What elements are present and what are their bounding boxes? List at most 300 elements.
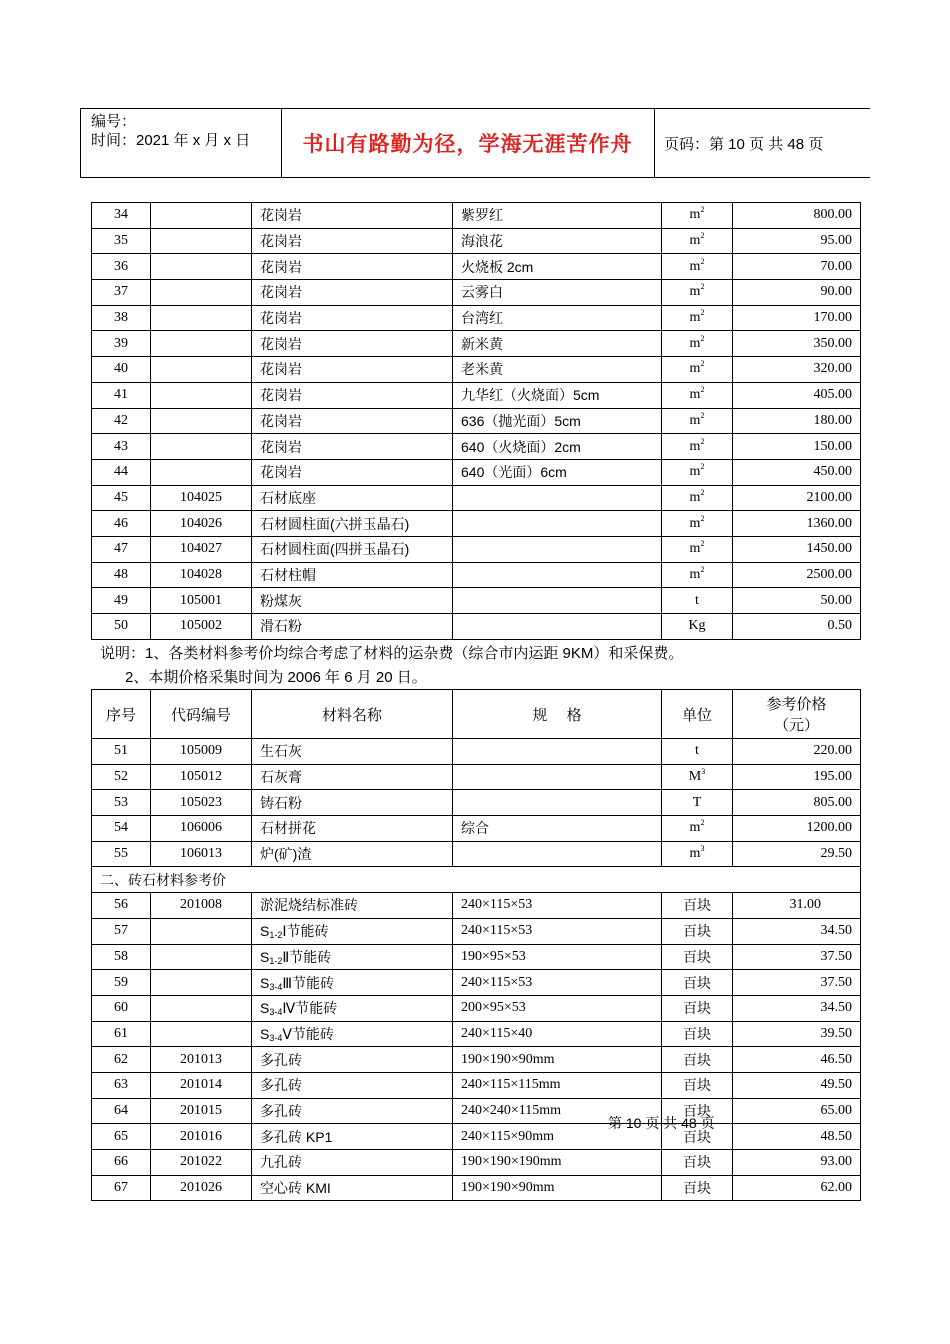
row-code: 105001 (151, 588, 252, 614)
row-spec: 云雾白 (453, 280, 662, 306)
row-number: 65 (92, 1124, 151, 1150)
unit-cell (662, 434, 733, 460)
unit-text: m (689, 515, 701, 531)
table-row (92, 816, 861, 842)
row-material-name: 花岗岩 (252, 357, 453, 383)
row-price: 50.00 (733, 588, 861, 614)
unit-cell: 百块 (662, 995, 733, 1021)
row-number: 43 (92, 434, 151, 460)
row-price: 1200.00 (733, 816, 861, 842)
unit-cell (662, 816, 733, 842)
row-price: 800.00 (733, 203, 861, 229)
row-code: 105012 (151, 764, 252, 790)
unit-cell: 百块 (662, 1124, 733, 1150)
row-number: 45 (92, 485, 151, 511)
row-number: 50 (92, 614, 151, 640)
note-line-1: 说明：1、各类材料参考价均综合考虑了材料的运杂费（综合市内运距 9KM）和采保费。 (100, 645, 684, 662)
row-price: 2100.00 (733, 485, 861, 511)
unit-text: m (689, 233, 701, 249)
unit-cell (662, 305, 733, 331)
number-label: 编号： (91, 113, 137, 130)
unit-text: m (689, 566, 701, 582)
row-number: 34 (92, 203, 151, 229)
row-price: 220.00 (733, 739, 861, 765)
table-row (92, 893, 861, 919)
unit-cell: 百块 (662, 1072, 733, 1098)
table-row (92, 408, 861, 434)
row-number: 42 (92, 408, 151, 434)
material-name-text: S (260, 1000, 270, 1017)
row-number: 61 (92, 1021, 151, 1047)
row-material-name (252, 1124, 453, 1150)
row-number: 59 (92, 970, 151, 996)
section-row (92, 867, 861, 893)
row-number: 36 (92, 254, 151, 280)
row-code (151, 280, 252, 306)
table-row (92, 1098, 861, 1124)
table-row (92, 790, 861, 816)
row-price: 90.00 (733, 280, 861, 306)
page-label: 页码：第 10 页 共 48 页 (664, 136, 824, 153)
page-footer: 第 10 页 共 48 页 (608, 1115, 715, 1131)
row-number: 56 (92, 893, 151, 919)
unit-cell (662, 790, 733, 816)
unit-text: m (689, 846, 701, 862)
row-number: 37 (92, 280, 151, 306)
material-name-text: 多孔砖 (260, 1102, 302, 1119)
row-spec: 240×115×53 (453, 970, 662, 996)
unit-exponent: 2 (700, 385, 705, 395)
table-header-row (92, 690, 861, 739)
material-name-text: 九孔砖 (260, 1154, 302, 1171)
row-price: 48.50 (733, 1124, 861, 1150)
unit-cell: 百块 (662, 1175, 733, 1201)
unit-exponent: 2 (700, 282, 705, 292)
unit-cell (662, 357, 733, 383)
unit-cell (662, 764, 733, 790)
material-name-suffix: Ⅲ节能砖 (282, 974, 335, 991)
unit-text: t (695, 743, 699, 759)
row-code: 104025 (151, 485, 252, 511)
row-price: 350.00 (733, 331, 861, 357)
table-row (92, 944, 861, 970)
unit-exponent: 2 (700, 539, 705, 549)
row-number: 39 (92, 331, 151, 357)
row-spec (453, 739, 662, 765)
row-price: 70.00 (733, 254, 861, 280)
row-number: 67 (92, 1175, 151, 1201)
row-code: 104026 (151, 511, 252, 537)
row-material-name: 滑石粉 (252, 614, 453, 640)
row-price: 1450.00 (733, 536, 861, 562)
unit-cell (662, 841, 733, 867)
row-spec: 火烧板 2cm (453, 254, 662, 280)
row-price: 37.50 (733, 970, 861, 996)
material-name-suffix: Ⅳ节能砖 (282, 1000, 338, 1017)
row-material-name: 粉煤灰 (252, 588, 453, 614)
unit-cell: 百块 (662, 1021, 733, 1047)
unit-text: m (689, 387, 701, 403)
row-spec: 240×115×53 (453, 918, 662, 944)
material-name-text: 多孔砖 (260, 1051, 302, 1068)
table-row (92, 614, 861, 640)
price-table-2 (91, 689, 861, 1201)
row-spec: 640（光面）6cm (453, 459, 662, 485)
unit-exponent: 3 (701, 767, 706, 777)
row-spec: 新米黄 (453, 331, 662, 357)
unit-exponent: 2 (700, 256, 705, 266)
header-price-line2: （元） (773, 717, 819, 734)
row-spec (453, 485, 662, 511)
row-number: 49 (92, 588, 151, 614)
row-price: 405.00 (733, 382, 861, 408)
table-row (92, 841, 861, 867)
row-price: 34.50 (733, 995, 861, 1021)
table-row (92, 228, 861, 254)
unit-cell: 百块 (662, 918, 733, 944)
unit-cell (662, 588, 733, 614)
row-code: 105009 (151, 739, 252, 765)
header-motto-cell (281, 109, 655, 177)
row-material-name: 花岗岩 (252, 382, 453, 408)
price-table-1-body (92, 203, 861, 640)
row-material-name: 花岗岩 (252, 305, 453, 331)
table-row (92, 331, 861, 357)
unit-cell: 百块 (662, 944, 733, 970)
table-row (92, 357, 861, 383)
row-price: 150.00 (733, 434, 861, 460)
unit-cell (662, 485, 733, 511)
row-price: 2500.00 (733, 562, 861, 588)
row-number: 44 (92, 459, 151, 485)
row-material-name: 花岗岩 (252, 254, 453, 280)
row-material-name: 花岗岩 (252, 228, 453, 254)
unit-cell: 百块 (662, 893, 733, 919)
row-spec (453, 562, 662, 588)
material-grade-subscript: 1-2 (269, 955, 283, 966)
row-material-name: 炉(矿)渣 (252, 841, 453, 867)
row-number: 54 (92, 816, 151, 842)
row-number: 64 (92, 1098, 151, 1124)
row-material-name: 生石灰 (252, 739, 453, 765)
table-row (92, 1072, 861, 1098)
row-spec: 240×115×40 (453, 1021, 662, 1047)
row-spec: 紫罗红 (453, 203, 662, 229)
row-price: 46.50 (733, 1047, 861, 1073)
row-spec (453, 790, 662, 816)
row-code (151, 1021, 252, 1047)
header-price (733, 690, 861, 739)
row-code (151, 944, 252, 970)
unit-text: m (689, 284, 701, 300)
table-row (92, 1150, 861, 1176)
row-spec: 636（抛光面）5cm (453, 408, 662, 434)
row-material-name (252, 1175, 453, 1201)
row-number: 38 (92, 305, 151, 331)
row-spec: 240×115×53 (453, 893, 662, 919)
row-material-name: 石材圆柱面(六拼玉晶石) (252, 511, 453, 537)
header-info-cell (80, 109, 282, 177)
table-row (92, 280, 861, 306)
table-row (92, 203, 861, 229)
unit-exponent: 2 (700, 231, 705, 241)
row-code: 201014 (151, 1072, 252, 1098)
row-price: 450.00 (733, 459, 861, 485)
unit-cell: 百块 (662, 1047, 733, 1073)
table-row (92, 536, 861, 562)
row-code (151, 228, 252, 254)
unit-cell (662, 228, 733, 254)
unit-exponent: 2 (700, 205, 705, 215)
row-price: 180.00 (733, 408, 861, 434)
material-name-text: S (260, 948, 270, 965)
row-price: 34.50 (733, 918, 861, 944)
material-name-text: S (260, 974, 270, 991)
row-number: 48 (92, 562, 151, 588)
row-material-name: 花岗岩 (252, 459, 453, 485)
row-spec: 240×115×90mm (453, 1124, 662, 1150)
row-material-name: 石灰膏 (252, 764, 453, 790)
row-material-name (252, 1150, 453, 1176)
row-code: 201022 (151, 1150, 252, 1176)
row-price: 49.50 (733, 1072, 861, 1098)
table-row (92, 434, 861, 460)
row-material-name: 石材拼花 (252, 816, 453, 842)
unit-cell (662, 511, 733, 537)
unit-exponent: 3 (700, 844, 705, 854)
row-code: 105023 (151, 790, 252, 816)
material-name-suffix: Ⅴ节能砖 (282, 1025, 334, 1042)
row-spec: 老米黄 (453, 357, 662, 383)
table-row (92, 764, 861, 790)
row-spec: 240×115×115mm (453, 1072, 662, 1098)
unit-exponent: 2 (700, 308, 705, 318)
row-code (151, 305, 252, 331)
row-material-name (252, 1072, 453, 1098)
time-label: 时间：2021 年 x 月 x 日 (91, 132, 251, 149)
row-code: 106013 (151, 841, 252, 867)
row-number: 47 (92, 536, 151, 562)
unit-text: m (689, 207, 701, 223)
unit-exponent: 2 (700, 410, 705, 420)
row-code (151, 203, 252, 229)
row-number: 60 (92, 995, 151, 1021)
row-number: 63 (92, 1072, 151, 1098)
row-spec: 综合 (453, 816, 662, 842)
row-number: 53 (92, 790, 151, 816)
row-number: 51 (92, 739, 151, 765)
row-spec: 240×240×115mm (453, 1098, 662, 1124)
unit-cell: 百块 (662, 1150, 733, 1176)
unit-cell (662, 562, 733, 588)
row-number: 58 (92, 944, 151, 970)
row-spec: 190×95×53 (453, 944, 662, 970)
row-spec: 海浪花 (453, 228, 662, 254)
unit-cell (662, 536, 733, 562)
row-code (151, 434, 252, 460)
row-material-name: 铸石粉 (252, 790, 453, 816)
unit-cell: 百块 (662, 970, 733, 996)
motto: 书山有路勤为径，学海无涯苦作舟 (302, 133, 633, 156)
unit-text: m (689, 541, 701, 557)
unit-text: Kg (688, 618, 706, 634)
unit-exponent: 2 (700, 436, 705, 446)
header-price-line1: 参考价格 (766, 696, 827, 713)
row-number: 40 (92, 357, 151, 383)
table-row (92, 588, 861, 614)
row-spec (453, 536, 662, 562)
row-price: 805.00 (733, 790, 861, 816)
table-row (92, 739, 861, 765)
row-spec (453, 841, 662, 867)
section-title: 二、砖石材料参考价 (92, 867, 861, 893)
unit-cell (662, 254, 733, 280)
row-code: 201013 (151, 1047, 252, 1073)
row-material-name: 花岗岩 (252, 434, 453, 460)
row-spec (453, 588, 662, 614)
row-material-name (252, 1021, 453, 1047)
row-code (151, 459, 252, 485)
row-number: 52 (92, 764, 151, 790)
row-spec: 九华红（火烧面）5cm (453, 382, 662, 408)
row-material-name: 石材底座 (252, 485, 453, 511)
table-row (92, 1047, 861, 1073)
unit-cell (662, 382, 733, 408)
table-row (92, 511, 861, 537)
unit-text: m (689, 335, 701, 351)
row-material-name (252, 995, 453, 1021)
table-row (92, 995, 861, 1021)
unit-exponent: 2 (700, 487, 705, 497)
row-code: 106006 (151, 816, 252, 842)
row-material-name (252, 944, 453, 970)
unit-text: m (689, 489, 701, 505)
row-code (151, 254, 252, 280)
row-code: 201016 (151, 1124, 252, 1150)
table-row (92, 562, 861, 588)
row-material-name: 石材柱帽 (252, 562, 453, 588)
row-code: 104028 (151, 562, 252, 588)
unit-text: m (689, 310, 701, 326)
table-row (92, 459, 861, 485)
unit-cell: 百块 (662, 1098, 733, 1124)
unit-exponent: 2 (700, 818, 705, 828)
row-price: 195.00 (733, 764, 861, 790)
price-table-2-body (92, 690, 861, 1201)
material-name-text: 淤泥烧结标准砖 (260, 897, 358, 914)
row-spec: 640（火烧面）2cm (453, 434, 662, 460)
row-material-name: 石材圆柱面(四拼玉晶石) (252, 536, 453, 562)
row-number: 57 (92, 918, 151, 944)
table-row (92, 1021, 861, 1047)
material-name-suffix: Ⅰ节能砖 (282, 923, 329, 940)
row-code (151, 382, 252, 408)
row-number: 62 (92, 1047, 151, 1073)
unit-text: m (689, 464, 701, 480)
row-price: 29.50 (733, 841, 861, 867)
row-number: 46 (92, 511, 151, 537)
material-name-text: 空心砖 KMI (260, 1180, 331, 1197)
row-price: 31.00 (733, 893, 861, 919)
row-spec: 190×190×90mm (453, 1047, 662, 1073)
row-code: 104027 (151, 536, 252, 562)
row-material-name (252, 918, 453, 944)
unit-text: M (688, 769, 702, 785)
row-number: 41 (92, 382, 151, 408)
row-code (151, 357, 252, 383)
row-spec: 200×95×53 (453, 995, 662, 1021)
material-name-text: S (260, 923, 270, 940)
material-grade-subscript: 3-4 (269, 1032, 283, 1043)
table-row (92, 918, 861, 944)
unit-text: m (689, 438, 701, 454)
row-code (151, 970, 252, 996)
row-code (151, 918, 252, 944)
row-material-name (252, 893, 453, 919)
row-price: 62.00 (733, 1175, 861, 1201)
unit-cell (662, 203, 733, 229)
unit-text: m (689, 361, 701, 377)
unit-text: m (689, 820, 701, 836)
row-spec (453, 511, 662, 537)
row-price: 0.50 (733, 614, 861, 640)
row-price: 39.50 (733, 1021, 861, 1047)
row-code: 201026 (151, 1175, 252, 1201)
material-grade-subscript: 1-2 (269, 930, 283, 941)
unit-text: m (689, 258, 701, 274)
row-code (151, 995, 252, 1021)
row-code (151, 408, 252, 434)
row-price: 37.50 (733, 944, 861, 970)
row-code (151, 331, 252, 357)
material-name-text: 多孔砖 KP1 (260, 1128, 333, 1145)
material-name-text: 多孔砖 (260, 1077, 302, 1094)
header-unit: 单位 (662, 690, 733, 739)
row-material-name: 花岗岩 (252, 331, 453, 357)
unit-cell (662, 739, 733, 765)
row-price: 95.00 (733, 228, 861, 254)
unit-text: T (692, 794, 702, 810)
table-row (92, 305, 861, 331)
header-code: 代码编号 (151, 690, 252, 739)
table-row (92, 970, 861, 996)
unit-exponent: 2 (700, 359, 705, 369)
row-spec (453, 614, 662, 640)
unit-cell (662, 331, 733, 357)
row-price: 170.00 (733, 305, 861, 331)
row-material-name (252, 1047, 453, 1073)
material-name-text: S (260, 1025, 270, 1042)
unit-cell (662, 614, 733, 640)
row-number: 66 (92, 1150, 151, 1176)
row-material-name (252, 1098, 453, 1124)
unit-text: m (689, 412, 701, 428)
row-number: 55 (92, 841, 151, 867)
row-number: 35 (92, 228, 151, 254)
unit-text: t (695, 592, 699, 608)
table-row (92, 382, 861, 408)
header-name: 材料名称 (252, 690, 453, 739)
material-grade-subscript: 3-4 (269, 1007, 283, 1018)
row-price: 320.00 (733, 357, 861, 383)
header-page-cell (655, 109, 870, 177)
unit-exponent: 2 (700, 513, 705, 523)
header-no: 序号 (92, 690, 151, 739)
table-row (92, 1124, 861, 1150)
note-line-2: 2、本期价格采集时间为 2006 年 6 月 20 日。 (125, 669, 427, 686)
unit-cell (662, 459, 733, 485)
unit-exponent: 2 (700, 333, 705, 343)
